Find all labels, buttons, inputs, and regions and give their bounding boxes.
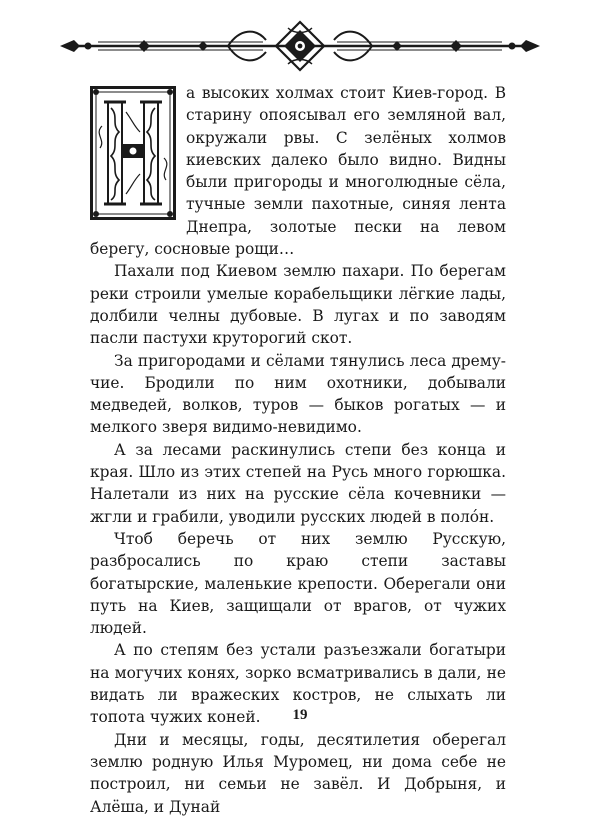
page-number: 19 [292,707,308,723]
paragraph-1 [90,82,506,260]
paragraph-4: А за лесами раскинулись степи без конца и края. Шло из этих степей на Русь много горюшка. Налетали из них на русские сёла кочевники — жгли и грабили, уводили русских людей в поло́н. [90,440,506,526]
ornamental-divider-icon [58,18,542,74]
paragraph-3: За пригородами и сёлами тянулись леса дремучие. Бродили по ним охотники, добывали медведей, волков, туров — быков рогатых — и мелкого зверя видимо-невидимо. [90,351,506,437]
paragraph-7: Дни и месяцы, годы, десятилетия оберегал землю родную Илья Муромец, ни дома себе не построил, ни семьи не завёл. И Добрыня, и Алёша, и Дунай [90,730,506,816]
paragraph-6: А по степям без устали разъезжали богатыри на могучих конях, зорко всматривались в дали, не видать ли вражеских костров, не слыхать ли топота чужих коней. [90,641,506,727]
paragraph-2: Пахали под Киевом землю пахари. По берегам реки строили умелые корабельщики лёгкие лады, долбили челны дубовые. В лугах и по заводям пасли пастухи круторогий скот. [90,262,506,348]
illuminated-initial-icon [90,86,176,220]
paragraph-1-text: а высоких холмах стоит Киев-город. В старину опоясывал его земляной вал, окружали рвы. С зелёных холмов киевских далеко было видно. Видны были пригороды и многолюдные сёла, тучные земли пахотные, синяя лента Днепра, золотые пески на левом берегу, сосновые рощи… [90,84,506,259]
paragraph-5: Чтоб беречь от них землю Русскую, разбросались по краю степи заставы богатырские, маленькие крепости. Оберегали они путь на Киев, защищали от врагов, от чужих людей. [90,529,506,638]
